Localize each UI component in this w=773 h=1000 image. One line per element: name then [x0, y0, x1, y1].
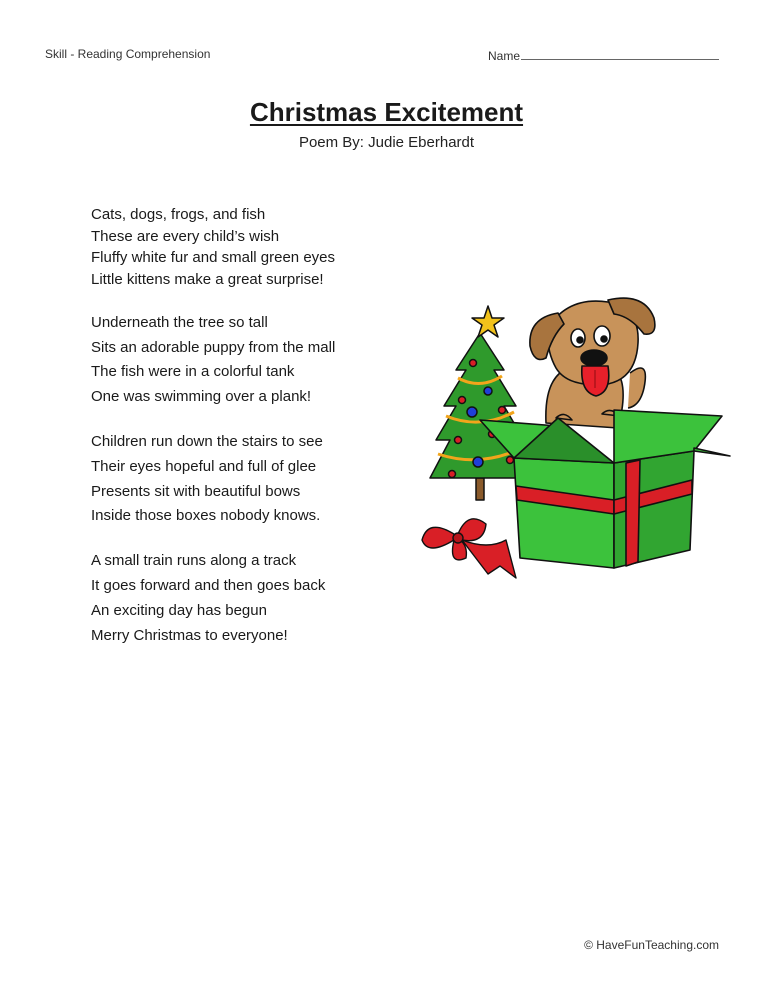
puppy-icon	[530, 298, 655, 428]
poem-line: Sits an adorable puppy from the mall	[91, 338, 336, 356]
poem-line: Underneath the tree so tall	[91, 313, 268, 331]
poem-line: Little kittens make a great surprise!	[91, 271, 324, 289]
stanza-4	[91, 549, 411, 648]
name-label: Name	[488, 49, 521, 63]
poem-line: Children run down the stairs to see	[91, 433, 323, 450]
name-field	[488, 47, 719, 63]
skill-label: Skill - Reading Comprehension	[45, 47, 211, 61]
poem-line: An exciting day has begun	[91, 601, 267, 619]
poem-line: Presents sit with beautiful bows	[91, 482, 301, 500]
poem-line: The fish were in a colorful tank	[91, 363, 295, 381]
poem-line: It goes forward and then goes back	[91, 576, 326, 594]
poem	[91, 204, 411, 648]
stanza-2	[91, 311, 411, 410]
poem-line: Inside those boxes nobody knows.	[91, 507, 321, 525]
poem-line: One was swimming over a plank!	[91, 388, 312, 406]
poem-line: A small train runs along a track	[91, 552, 297, 570]
poem-line: These are every child’s wish	[91, 227, 280, 245]
page-title: Christmas Excitement	[249, 97, 524, 127]
poem-line: Their eyes hopeful and full of glee	[91, 457, 317, 475]
author-line: Poem By: Judie Eberhardt	[298, 134, 475, 151]
poem-line: Merry Christmas to everyone!	[91, 626, 288, 644]
stanza-3	[91, 430, 411, 529]
copyright-footer: © HaveFunTeaching.com	[584, 938, 719, 952]
poem-line: Cats, dogs, frogs, and fish	[91, 206, 266, 223]
red-bow-icon	[422, 519, 516, 578]
name-blank-line	[521, 47, 719, 60]
poem-line: Fluffy white fur and small green eyes	[91, 249, 336, 267]
gift-box-icon	[480, 410, 730, 568]
christmas-puppy-illustration	[418, 288, 738, 583]
stanza-1	[91, 204, 411, 291]
